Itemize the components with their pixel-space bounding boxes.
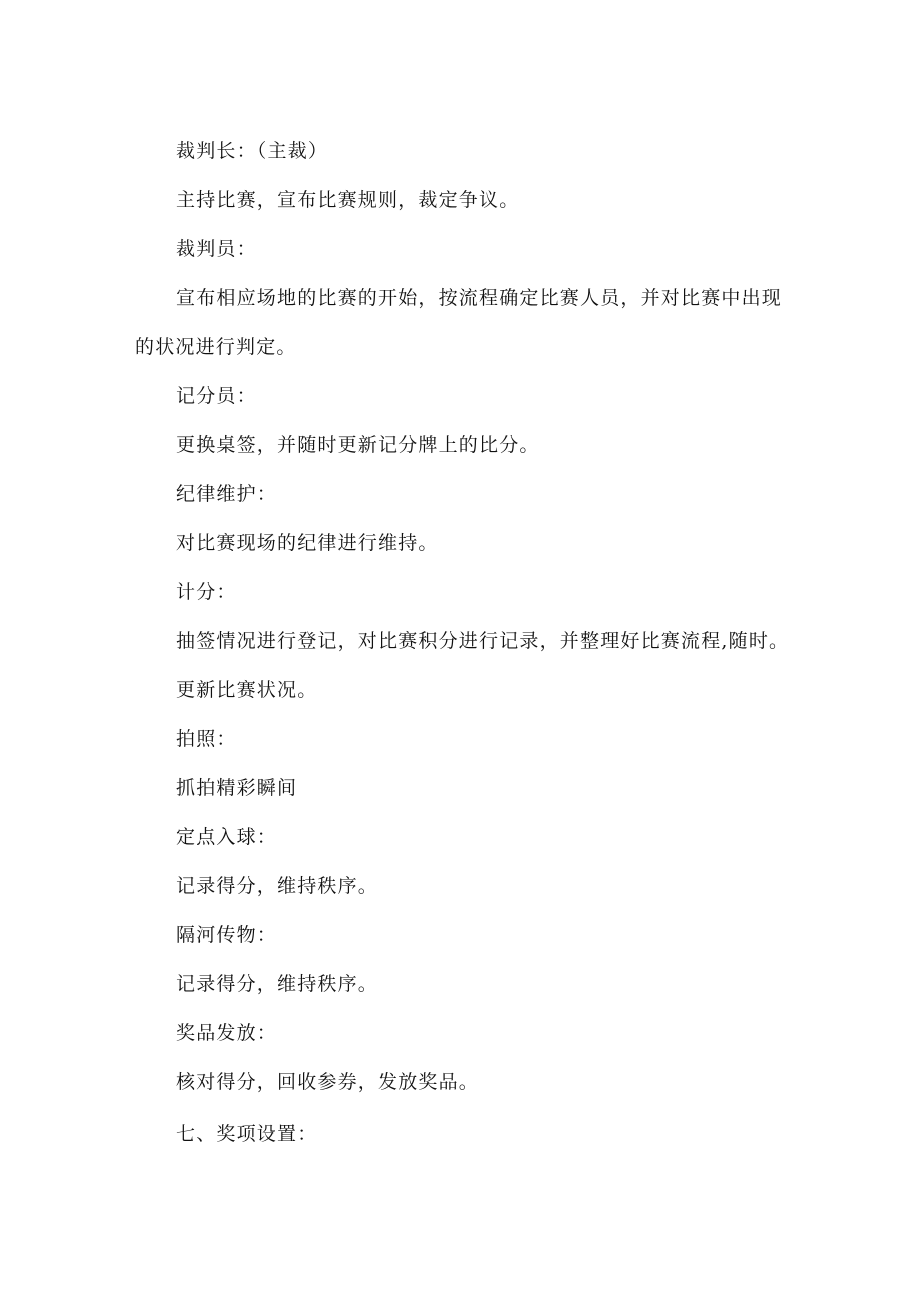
role-heading-fixed-point-shot: 定点入球： [176, 826, 278, 848]
paragraph-scorekeeper-duty: 更换桌签，并随时更新记分牌上的比分。 [176, 434, 540, 456]
role-heading-discipline: 纪律维护： [176, 483, 278, 505]
paragraph-discipline-duty: 对比赛现场的纪律进行维持。 [176, 532, 439, 554]
role-heading-chief-referee: 裁判长：（主裁） [176, 140, 329, 162]
role-heading-referee: 裁判员： [176, 238, 257, 260]
paragraph-prize-distribution-duty: 核对得分，回收参券，发放奖品。 [176, 1071, 480, 1093]
paragraph-referee-duty-line1: 宣布相应场地的比赛的开始，按流程确定比赛人员，并对比赛中出现 [176, 287, 783, 309]
paragraph-scoring-duty-line1: 抽签情况进行登记，对比赛积分进行记录，并整理好比赛流程,随时。 [176, 630, 790, 652]
paragraph-scoring-duty-line2: 更新比赛状况。 [176, 679, 318, 701]
role-heading-prize-distribution: 奖品发放： [176, 1022, 278, 1044]
role-heading-scorekeeper: 记分员： [176, 385, 257, 407]
paragraph-river-pass-duty: 记录得分，维持秩序。 [176, 973, 379, 995]
role-heading-photography: 拍照： [176, 728, 237, 750]
paragraph-referee-duty-line2: 的状况进行判定。 [135, 336, 297, 358]
role-heading-river-pass: 隔河传物： [176, 924, 278, 946]
paragraph-fixed-point-shot-duty: 记录得分，维持秩序。 [176, 875, 379, 897]
role-heading-scoring: 计分： [176, 581, 237, 603]
section-heading-awards: 七、奖项设置： [176, 1123, 318, 1145]
paragraph-chief-referee-duty: 主持比赛，宣布比赛规则，裁定争议。 [176, 189, 520, 211]
paragraph-photography-duty: 抓拍精彩瞬间 [176, 777, 298, 799]
